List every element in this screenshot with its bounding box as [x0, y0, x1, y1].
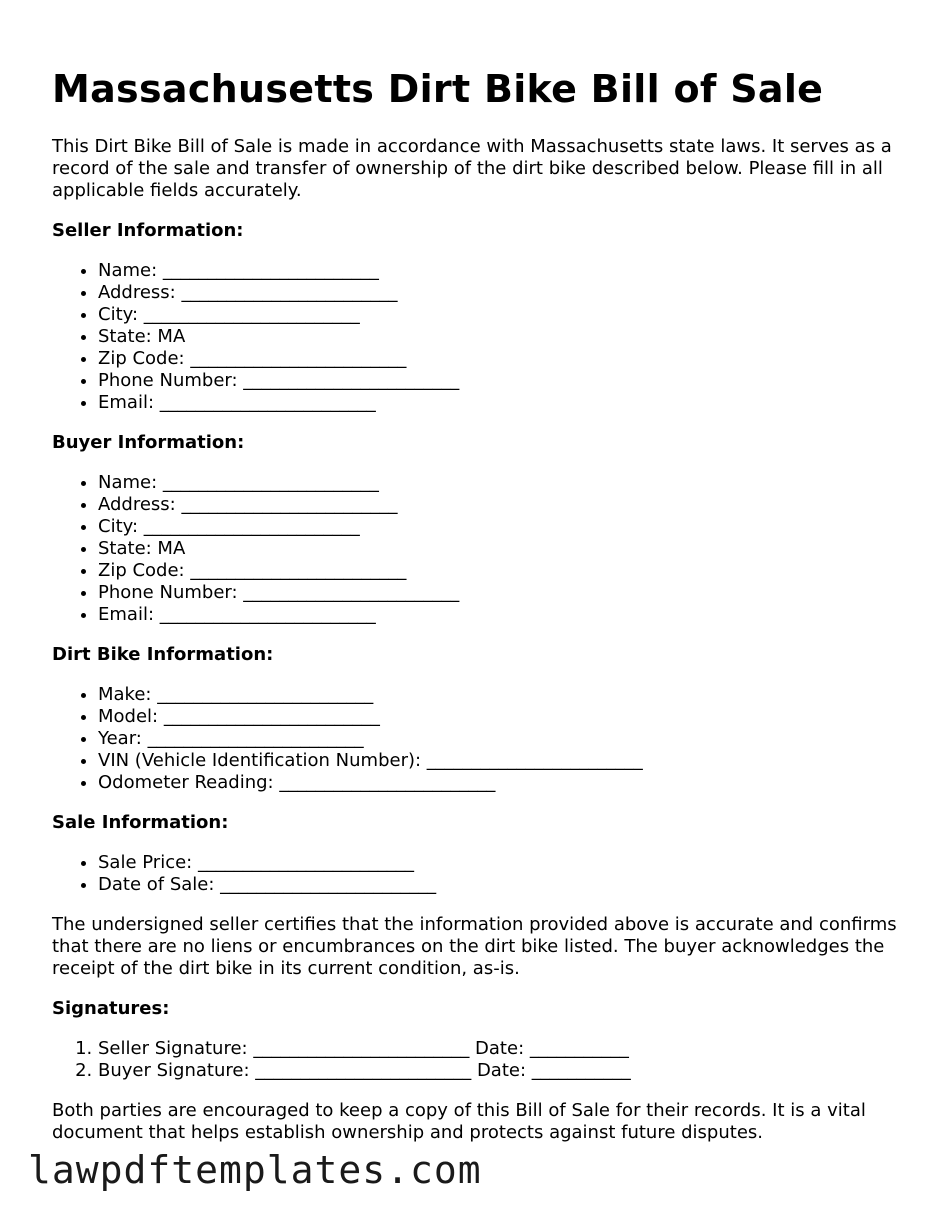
bike-model-field: • Model: ________________________ [98, 706, 902, 728]
bike-list [52, 684, 902, 794]
bike-year-field: • Year: ________________________ [98, 728, 902, 750]
intro-paragraph: This Dirt Bike Bill of Sale is made in accordance with Massachusetts state laws. It serves as a record of the sale and transfer of ownership of the dirt bike described below. Please fill in all applicable fields accurately. [52, 136, 892, 201]
buyer-list [52, 472, 902, 626]
bike-make-field: • Make: ________________________ [98, 684, 902, 706]
seller-list [52, 260, 902, 414]
seller-heading: Seller Information: [52, 220, 244, 241]
buyer-email-field: • Email: ________________________ [98, 604, 902, 626]
seller-state-field: • State: MA [98, 326, 902, 348]
document-page [52, 64, 902, 1162]
seller-email-field: • Email: ________________________ [98, 392, 902, 414]
seller-phone-field: • Phone Number: ________________________ [98, 370, 902, 392]
bike-odometer-field: • Odometer Reading: ________________________ [98, 772, 902, 794]
buyer-state-field: • State: MA [98, 538, 902, 560]
closing-paragraph: Both parties are encouraged to keep a copy of this Bill of Sale for their records. It is a vital document that helps establish ownership and protects against future disputes. [52, 1100, 866, 1143]
sale-list [52, 852, 902, 896]
buyer-city-field: • City: ________________________ [98, 516, 902, 538]
document-title: Massachusetts Dirt Bike Bill of Sale [52, 67, 824, 111]
watermark-logo: lawpdftemplates.com [28, 1148, 482, 1192]
signatures-heading: Signatures: [52, 998, 170, 1019]
buyer-heading: Buyer Information: [52, 432, 245, 453]
sale-price-field: • Sale Price: ________________________ [98, 852, 902, 874]
seller-zip-field: • Zip Code: ________________________ [98, 348, 902, 370]
signatures-list [52, 1038, 902, 1082]
bike-heading: Dirt Bike Information: [52, 644, 274, 665]
seller-address-field: • Address: ________________________ [98, 282, 902, 304]
seller-signature-line: 1. Seller Signature: ________________________ Date: ___________ [98, 1038, 902, 1060]
buyer-name-field: • Name: ________________________ [98, 472, 902, 494]
buyer-signature-line: 2. Buyer Signature: ________________________ Date: ___________ [98, 1060, 902, 1082]
certification-paragraph: The undersigned seller certifies that the information provided above is accurate and confirms that there are no liens or encumbrances on the dirt bike listed. The buyer acknowledges the receipt of the dirt bike in its current condition, as-is. [52, 914, 897, 979]
sale-date-field: • Date of Sale: ________________________ [98, 874, 902, 896]
seller-city-field: • City: ________________________ [98, 304, 902, 326]
buyer-phone-field: • Phone Number: ________________________ [98, 582, 902, 604]
sale-heading: Sale Information: [52, 812, 229, 833]
buyer-address-field: • Address: ________________________ [98, 494, 902, 516]
seller-name-field: • Name: ________________________ [98, 260, 902, 282]
bike-vin-field: • VIN (Vehicle Identification Number): ________________________ [98, 750, 902, 772]
buyer-zip-field: • Zip Code: ________________________ [98, 560, 902, 582]
